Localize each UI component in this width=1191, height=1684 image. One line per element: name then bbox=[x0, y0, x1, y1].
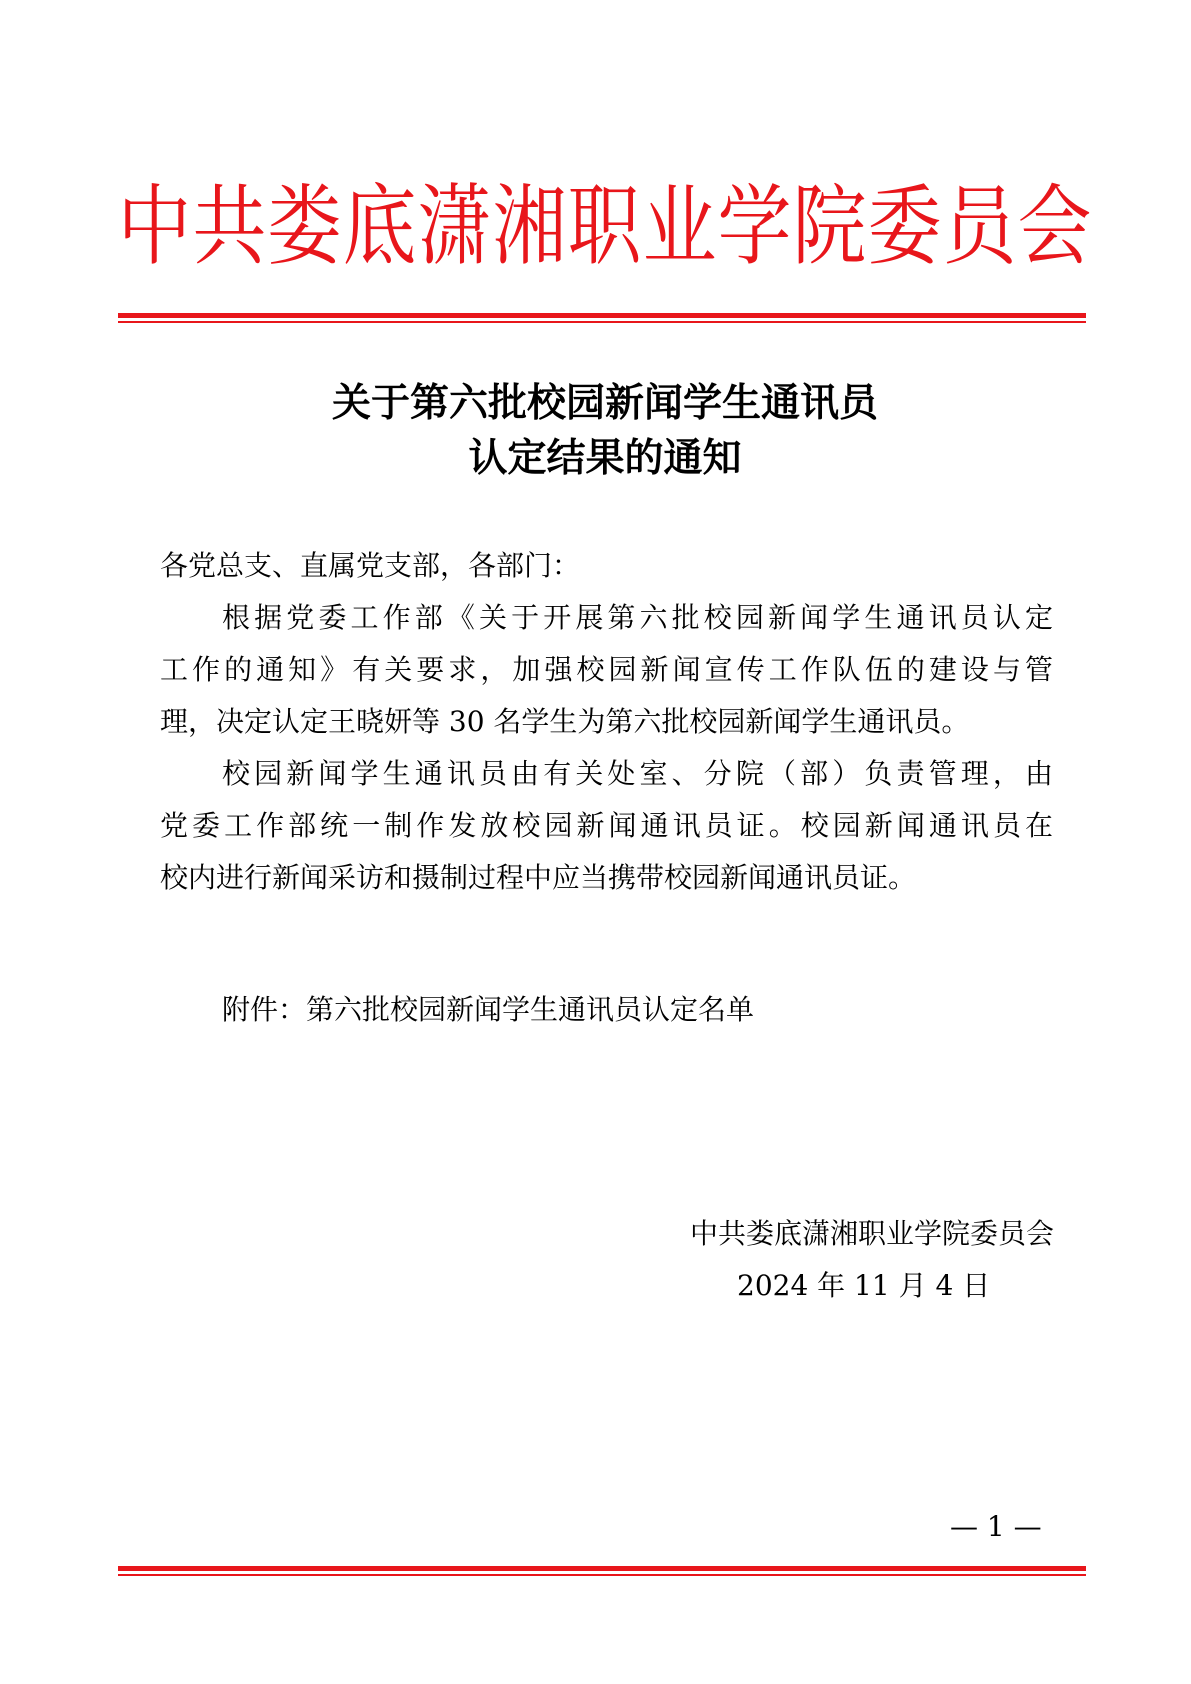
footer-rule-thin bbox=[118, 1574, 1086, 1576]
footer-rule-thick bbox=[118, 1566, 1086, 1571]
paragraph1-line2: 工作的通知》有关要求，加强校园新闻宣传工作队伍的建设与管 bbox=[160, 653, 1053, 686]
attachment-note: 附件：第六批校园新闻学生通讯员认定名单 bbox=[222, 993, 755, 1026]
document-title-line1: 关于第六批校园新闻学生通讯员 bbox=[331, 381, 878, 426]
header-red-rule bbox=[118, 313, 1086, 324]
paragraph1-line3: 理，决定认定王晓妍等 30 名学生为第六批校园新闻学生通讯员。 bbox=[160, 705, 970, 738]
paragraph1-line1: 根据党委工作部《关于开展第六批校园新闻学生通讯员认定 bbox=[222, 601, 1053, 634]
signature-date: 2024 年 11 月 4 日 bbox=[737, 1269, 991, 1302]
salutation: 各党总支、直属党支部，各部门： bbox=[160, 549, 581, 582]
signature-organization: 中共娄底潇湘职业学院委员会 bbox=[689, 1217, 1054, 1250]
header-rule-thick bbox=[118, 313, 1086, 318]
paragraph2-line3: 校内进行新闻采访和摄制过程中应当携带校园新闻通讯员证。 bbox=[160, 861, 917, 894]
document-title-line2: 认定结果的通知 bbox=[468, 436, 742, 481]
paragraph2-line2: 党委工作部统一制作发放校园新闻通讯员证。校园新闻通讯员在 bbox=[160, 809, 1053, 842]
footer-red-rule bbox=[118, 1566, 1086, 1577]
page-number: — 1 — bbox=[950, 1510, 1042, 1543]
header-rule-thin bbox=[118, 321, 1086, 323]
paragraph2-line1: 校园新闻学生通讯员由有关处室、分院（部）负责管理，由 bbox=[222, 757, 1053, 790]
issuer-masthead: 中共娄底潇湘职业学院委员会 bbox=[117, 176, 1093, 278]
